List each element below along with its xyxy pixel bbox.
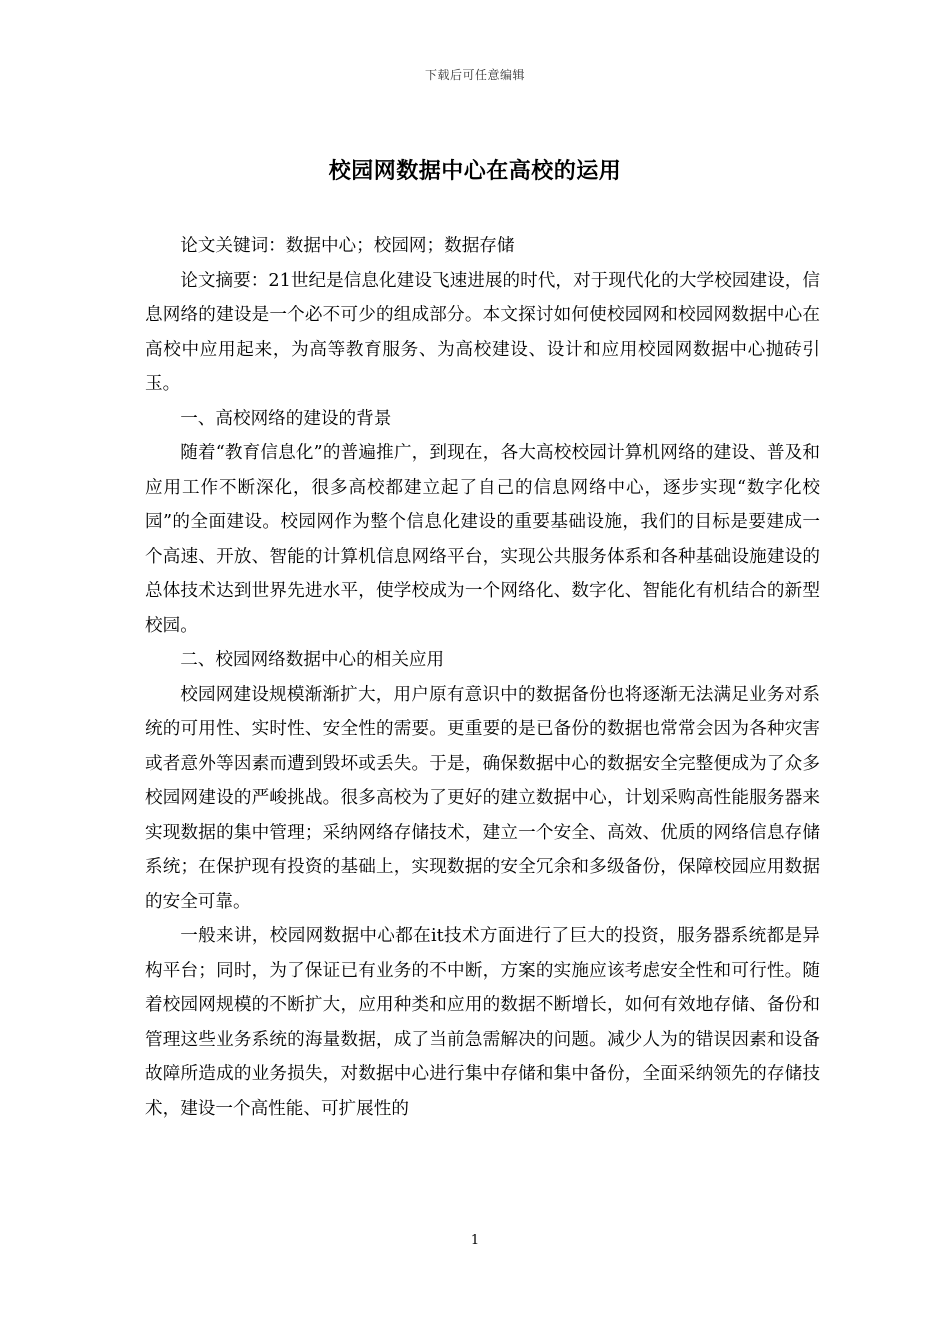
document-title: 校园网数据中心在高校的运用	[328, 158, 622, 184]
header-note: 下载后可任意编辑	[424, 68, 525, 82]
body-paragraph: 随着“教育信息化”的普遍推广，到现在，各大高校校园计算机网络的建设、普及和应用工作不断深化，很多高校都建立起了自己的信息网络中心，逐步实现“数字化校园”的全面建设。校园网作为整个信息化建设的重要基础设施，我们的目标是要建成一个高速、开放、智能的计算机信息网络平台，实现公共服务体系和各种基础设施建设的总体技术达到世界先进水平，使学校成为一个网络化、数字化、智能化有机结合的新型校园。	[145, 443, 820, 636]
section-heading-2: 二、校园网络数据中心的相关应用	[180, 650, 445, 670]
section-heading-1: 一、高校网络的建设的背景	[180, 408, 392, 429]
abstract-paragraph: 论文摘要：21世纪是信息化建设飞速进展的时代，对于现代化的大学校园建设，信息网络的建设是一个必不可少的组成部分。本文探讨如何使校园网和校园网数据中心在高校中应用起来，为高等教育服务、为高校建设、设计和应用校园网数据中心抛砖引玉。	[145, 270, 820, 394]
page-number: 1	[470, 1233, 480, 1248]
body-paragraph: 一般来讲，校园网数据中心都在it技术方面进行了巨大的投资，服务器系统都是异构平台；同时，为了保证已有业务的不中断，方案的实施应该考虑安全性和可行性。随着校园网规模的不断扩大，应用种类和应用的数据不断增长，如何有效地存储、备份和管理这些业务系统的海量数据，成了当前急需解决的问题。减少人为的错误因素和设备故障所造成的业务损失，对数据中心进行集中存储和集中备份，全面采纳领先的存储技术，建设一个高性能、可扩展性的	[145, 926, 820, 1119]
keywords-paragraph: 论文关键词：数据中心；校园网；数据存储	[180, 236, 515, 256]
document-body	[145, 229, 820, 1126]
body-paragraph: 校园网建设规模渐渐扩大，用户原有意识中的数据备份也将逐渐无法满足业务对系统的可用性、实时性、安全性的需要。更重要的是已备份的数据也常常会因为各种灾害或者意外等因素而遭到毁坏或丢失。于是，确保数据中心的数据安全完整便成为了众多校园网建设的严峻挑战。很多高校为了更好的建立数据中心，计划采购高性能服务器来实现数据的集中管理；采纳网络存储技术，建立一个安全、高效、优质的网络信息存储系统；在保护现有投资的基础上，实现数据的安全冗余和多级备份，保障校园应用数据的安全可靠。	[145, 684, 820, 912]
